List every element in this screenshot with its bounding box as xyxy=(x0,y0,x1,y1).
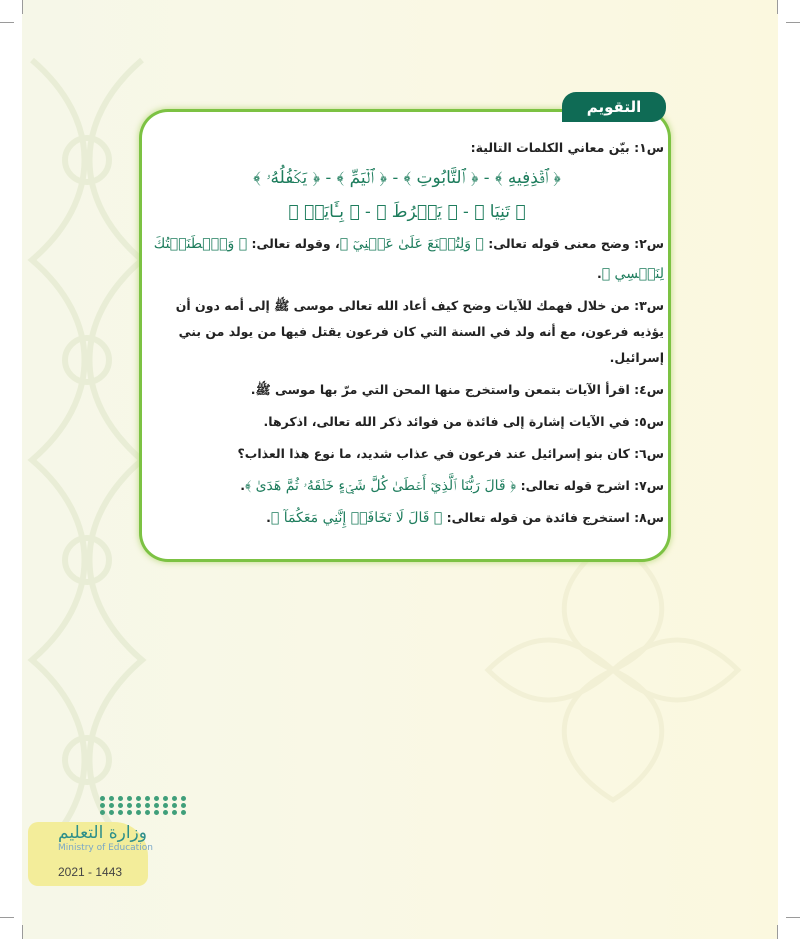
crop-mark xyxy=(786,917,800,918)
crop-mark xyxy=(786,22,800,23)
question-text: . xyxy=(596,266,602,281)
question-text: استخرج فائدة من قوله تعالى: xyxy=(446,510,630,525)
question-6 xyxy=(150,441,664,467)
crop-mark xyxy=(22,0,23,14)
right-pattern xyxy=(448,520,778,820)
crop-mark xyxy=(0,917,14,918)
section-title: التقويم xyxy=(586,98,642,116)
question-text: اقرأ الآيات بتمعن واستخرج منها المحن التي مرّ بها موسى ﷺ. xyxy=(250,382,630,397)
dots-icon xyxy=(100,796,198,815)
question-text: كان بنو إسرائيل عند فرعون في عذاب شديد، ما نوع هذا العذاب؟ xyxy=(237,446,630,461)
question-text: . xyxy=(240,478,245,493)
question-text: بيّن معاني الكلمات التالية: xyxy=(470,140,630,155)
question-number: س٣: xyxy=(634,298,664,313)
question-number: س١: xyxy=(634,140,664,155)
question-3 xyxy=(150,293,664,371)
section-title-tab xyxy=(562,92,666,122)
question-number: س٦: xyxy=(634,446,664,461)
question-5 xyxy=(150,409,664,435)
question-number: س٢: xyxy=(634,236,664,251)
question-text: . xyxy=(266,510,271,525)
question-number: س٨: xyxy=(634,510,664,525)
crop-mark xyxy=(22,925,23,939)
words-row-2: ﴿ تَنِيَا ﴾ - ﴿ يَفۡرُطَ ﴾ - ﴿ بِـَٔايَةٖ ﴾ xyxy=(288,202,526,222)
question-1 xyxy=(150,135,664,161)
question-8 xyxy=(150,505,664,531)
verse-text: ﴿ قَالَ لَا تَخَافَآۖ إِنَّنِي مَعَكُمَآ ﴾ xyxy=(270,510,443,526)
question-text: ، وقوله تعالى: xyxy=(251,236,340,251)
question-4 xyxy=(150,377,664,403)
verse-text: ﴿ قَالَ رَبُّنَا ٱلَّذِيٓ أَعۡطَىٰ كُلَّ شَيۡءٍ خَلۡقَهُۥ ثُمَّ هَدَىٰ ﴾ xyxy=(244,478,517,494)
crop-mark xyxy=(0,22,14,23)
verse-text: ﴿ وَلِتُصۡنَعَ عَلَىٰ عَيۡنِيٓ ﴾ xyxy=(339,236,484,252)
question-text: اشرح قوله تعالى: xyxy=(520,478,630,493)
question-2 xyxy=(150,229,664,289)
crop-mark xyxy=(777,0,778,14)
question-number: س٥: xyxy=(634,414,664,429)
questions-list xyxy=(150,135,664,531)
edition-year: 2021 - 1443 xyxy=(58,865,123,879)
logo-english-text: Ministry of Education xyxy=(58,843,153,853)
question-text: في الآيات إشارة إلى فائدة من فوائد ذكر الله تعالى، اذكرها. xyxy=(263,414,630,429)
verse-text: ﴿ وَٱصۡطَنَعۡتُكَ لِنَفۡسِي ﴾ xyxy=(153,236,664,282)
question-text: من خلال فهمك للآيات وضح كيف أعاد الله تعالى موسى ﷺ إلى أمه دون أن يؤذيه فرعون، مع أنه ولد في السنة التي كان فرعون يقتل فيها من يولد من بني إسرائيل. xyxy=(175,298,664,365)
words-row-1: ﴿ ٱقۡذِفِيهِ ﴾ - ﴿ ٱلتَّابُوتِ ﴾ - ﴿ ٱلۡيَمِّ ﴾ - ﴿ يَكۡفُلُهُۥ ﴾ xyxy=(253,168,561,188)
logo-arabic-text: وزارة التعليم xyxy=(58,823,147,843)
question-number: س٤: xyxy=(634,382,664,397)
question-7 xyxy=(150,473,664,499)
question-text: وضح معنى قوله تعالى: xyxy=(488,236,630,251)
question-number: س٧: xyxy=(634,478,664,493)
crop-mark xyxy=(777,925,778,939)
